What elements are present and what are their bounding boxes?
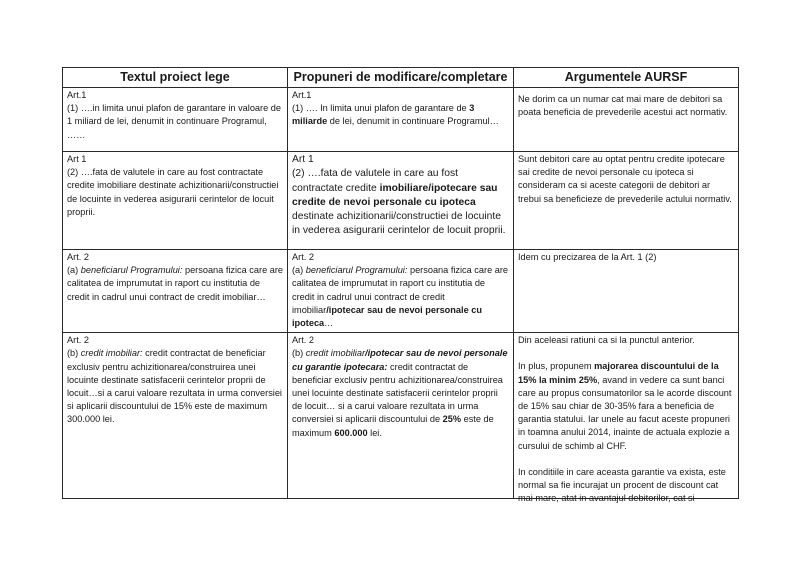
article-text: (1) ….in limita unui plafon de garantare in valoare de 1 miliard de lei, denumit in continuare Programul, …… bbox=[67, 103, 281, 140]
argument-body bbox=[518, 334, 734, 504]
text-run: este de maximum bbox=[292, 414, 494, 438]
article-text bbox=[67, 347, 283, 426]
text-run: persoana fizica care are calitatea de imprumutat in raport cu institutia de credit in cadrul unui contract de credit imobiliar bbox=[292, 265, 509, 315]
table-row bbox=[63, 250, 739, 333]
italic-text-run: credit imobiliar: bbox=[80, 348, 143, 359]
text-run: credit contractat de beneficiar exclusiv pentru achizitionarea/construirea unei locuinte destinate satisfacerii cerintelor proprii de locuit…si a carui valoare rezultata in urma conversiei si aplicarii discountului de 15% este de maximum 300.000 lei. bbox=[67, 348, 282, 425]
text-run: lei. bbox=[367, 427, 382, 438]
argument-cell bbox=[514, 152, 739, 250]
article-label: Art. 2 bbox=[67, 335, 89, 346]
article-label: Art. 2 bbox=[292, 335, 314, 346]
bold-text-run: imobiliare/ipotecare sau credite de nevoi personale cu ipoteca bbox=[292, 182, 498, 208]
text-run: credit contractat de beneficiar exclusiv pentru achizitionarea/construirea unei locuinte destinate satisfacerii cerintelor proprii de locuit… si a carui valoare rezultata in urma conversiei si aplicarii discountului de bbox=[292, 361, 503, 425]
text-run: (b) bbox=[292, 348, 306, 359]
bold-italic-text-run: /ipotecar sau de nevoi personale cu garantie ipotecara: bbox=[292, 348, 508, 372]
article-text: (2) ….fata de valutele in care au fost contractate credite imobiliare destinate achizitionarii/constructiei de locuinte in vederea asigurarii cerintelor de locuit proprii. bbox=[67, 167, 279, 217]
proposal-cell bbox=[288, 152, 514, 250]
article-text bbox=[67, 264, 283, 304]
bill-text-cell bbox=[63, 333, 288, 499]
bill-text-cell bbox=[63, 88, 288, 152]
article-label: Art.1 bbox=[67, 90, 87, 100]
text-run: persoana fizica care are calitatea de imprumutat in raport cu institutia de credit in cadrul unui contract de credit imobiliar… bbox=[67, 265, 284, 302]
argument-text: Idem cu precizarea de la Art. 1 (2) bbox=[518, 252, 657, 262]
bold-text-run: /ipotecar sau de nevoi personale cu ipoteca bbox=[292, 304, 482, 329]
article-label: Art 1 bbox=[292, 154, 314, 165]
text-run: (a) bbox=[67, 265, 81, 276]
proposal-cell bbox=[288, 333, 514, 499]
table-row bbox=[63, 152, 739, 250]
proposal-text bbox=[292, 167, 509, 238]
text-run: (b) bbox=[67, 348, 81, 359]
text-run: (1) …. In limita unui plafon de garantare de bbox=[292, 103, 470, 114]
table-row bbox=[63, 333, 739, 499]
bold-text-run: 600.000 bbox=[334, 427, 368, 438]
proposal-text bbox=[292, 264, 509, 330]
argument-cell bbox=[514, 250, 739, 333]
text-run: destinate achizitionarii/constructiei de locuinte in vederea asigurarii cerintelor de locuit proprii. bbox=[292, 211, 506, 237]
bill-text-cell bbox=[63, 250, 288, 333]
italic-text-run: beneficiarul Programului: bbox=[80, 265, 183, 276]
article-label: Art 1 bbox=[67, 154, 87, 164]
argument-text: In conditiile in care aceasta garantie va exista, este normal sa fie incurajat un procent de discount cat mai mare, atat in avantajul debitorilor, cat si bbox=[518, 466, 726, 504]
argument-text: Ne dorim ca un numar cat mai mare de debitori sa poata beneficia de prevederile acestui act normativ. bbox=[518, 94, 728, 118]
article-label: Art.1 bbox=[292, 90, 312, 100]
bold-text-run: majorarea discountului de la 15% la minim 25% bbox=[518, 361, 719, 385]
argument-text: Din aceleasi ratiuni ca si la punctul anterior. bbox=[518, 335, 695, 346]
bill-text-cell bbox=[63, 152, 288, 250]
argument-text bbox=[518, 360, 734, 452]
text-run: (2) ….fata de valutele in care au fost contractate credite bbox=[292, 168, 458, 194]
text-run: de lei, denumit in continuare Programul… bbox=[327, 116, 499, 127]
proposal-cell bbox=[288, 88, 514, 152]
proposal-text bbox=[292, 347, 509, 439]
article-label: Art. 2 bbox=[67, 252, 89, 262]
argument-cell bbox=[514, 88, 739, 152]
column-header-bill-text: Textul proiect lege bbox=[63, 68, 288, 88]
italic-text-run: credit imobiliar bbox=[305, 348, 366, 359]
comparison-table bbox=[62, 67, 739, 504]
column-header-proposals: Propuneri de modificare/completare bbox=[288, 68, 514, 88]
header-row bbox=[63, 68, 739, 88]
proposal-cell bbox=[288, 250, 514, 333]
text-run: , avand in vedere ca sunt banci care au propus consumatorilor sa le acorde discount de 15% sau chiar de 30-35% fara a beneficia de garantia statului. Iar unele au facut aceste propuneri in toamna anului 2014, inainte de actuala explozie a cursului de schimb al CHF. bbox=[518, 374, 732, 451]
bold-text-run: 3 miliarde bbox=[292, 103, 475, 127]
text-run: In plus, propunem bbox=[518, 361, 595, 372]
argument-cell bbox=[514, 333, 739, 504]
column-header-arguments: Argumentele AURSF bbox=[514, 68, 739, 88]
bold-text-run: 25% bbox=[442, 414, 462, 425]
article-label: Art. 2 bbox=[292, 252, 314, 262]
proposal-text bbox=[292, 102, 509, 128]
argument-text: Sunt debitori care au optat pentru credite ipotecare sai credite de nevoi personale cu ipoteca si consideram ca si aceste categorii de debitori ar trebui sa beneficieze de prevederile actului normativ. bbox=[518, 154, 732, 204]
text-run: (a) bbox=[292, 265, 306, 276]
table-row bbox=[63, 88, 739, 152]
text-run: … bbox=[324, 318, 334, 329]
italic-text-run: beneficiarul Programului: bbox=[305, 265, 408, 276]
